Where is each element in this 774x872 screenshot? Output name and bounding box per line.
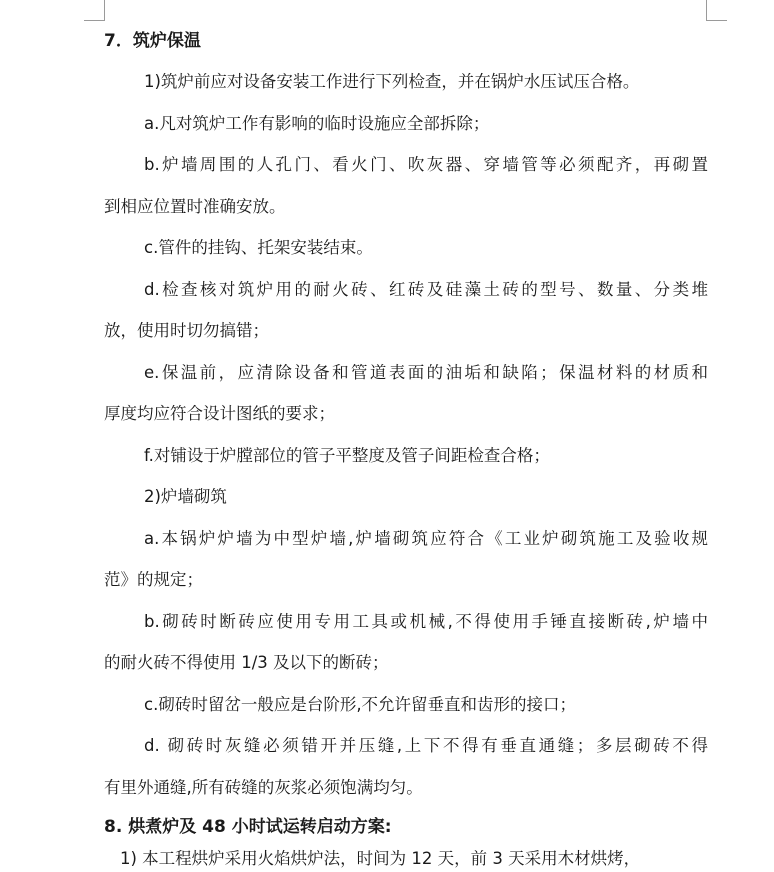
list-item: d.检查核对筑炉用的耐火砖、红砖及硅藻土砖的型号、数量、分类堆 [144, 280, 708, 299]
list-item: e.保温前，应清除设备和管道表面的油垢和缺陷；保温材料的材质和 [144, 363, 708, 382]
section-8-heading: 8. 烘煮炉及 48 小时试运转启动方案: [104, 817, 392, 837]
section-7-heading: 7．筑炉保温 [104, 31, 201, 51]
paragraph: 1)筑炉前应对设备安装工作进行下列检查，并在锅炉水压试压合格。 [144, 72, 640, 91]
list-item-continuation: 的耐火砖不得使用 1/3 及以下的断砖； [104, 653, 389, 672]
list-item-continuation: 有里外通缝,所有砖缝的灰浆必须饱满均匀。 [104, 778, 423, 797]
list-item-continuation: 厚度均应符合设计图纸的要求； [104, 404, 335, 423]
paragraph: 1) 本工程烘炉采用火焰烘炉法，时间为 12 天，前 3 天采用木材烘烤， [120, 849, 641, 868]
list-item-continuation: 范》的规定； [104, 570, 203, 589]
page-corner-mark-top-right [706, 0, 727, 21]
list-item: f.对铺设于炉膛部位的管子平整度及管子间距检查合格； [144, 446, 550, 465]
list-item: c.管件的挂钩、托架安装结束。 [144, 238, 373, 257]
list-item: a.凡对筑炉工作有影响的临时设施应全部拆除； [144, 114, 490, 133]
list-item-continuation: 到相应位置时准确安放。 [104, 197, 286, 216]
list-item: a.本锅炉炉墙为中型炉墙,炉墙砌筑应符合《工业炉砌筑施工及验收规 [144, 529, 708, 548]
page-corner-mark-top-left [84, 0, 105, 21]
list-item: c.砌砖时留岔一般应是台阶形,不允许留垂直和齿形的接口； [144, 695, 577, 714]
list-item: b.炉墙周围的人孔门、看火门、吹灰器、穿墙管等必须配齐，再砌置 [144, 155, 708, 174]
list-item: d. 砌砖时灰缝必须错开并压缝,上下不得有垂直通缝；多层砌砖不得 [144, 736, 708, 755]
list-item-continuation: 放，使用时切勿搞错； [104, 321, 269, 340]
list-item: b.砌砖时断砖应使用专用工具或机械,不得使用手锤直接断砖,炉墙中 [144, 612, 708, 631]
paragraph: 2)炉墙砌筑 [144, 487, 227, 506]
